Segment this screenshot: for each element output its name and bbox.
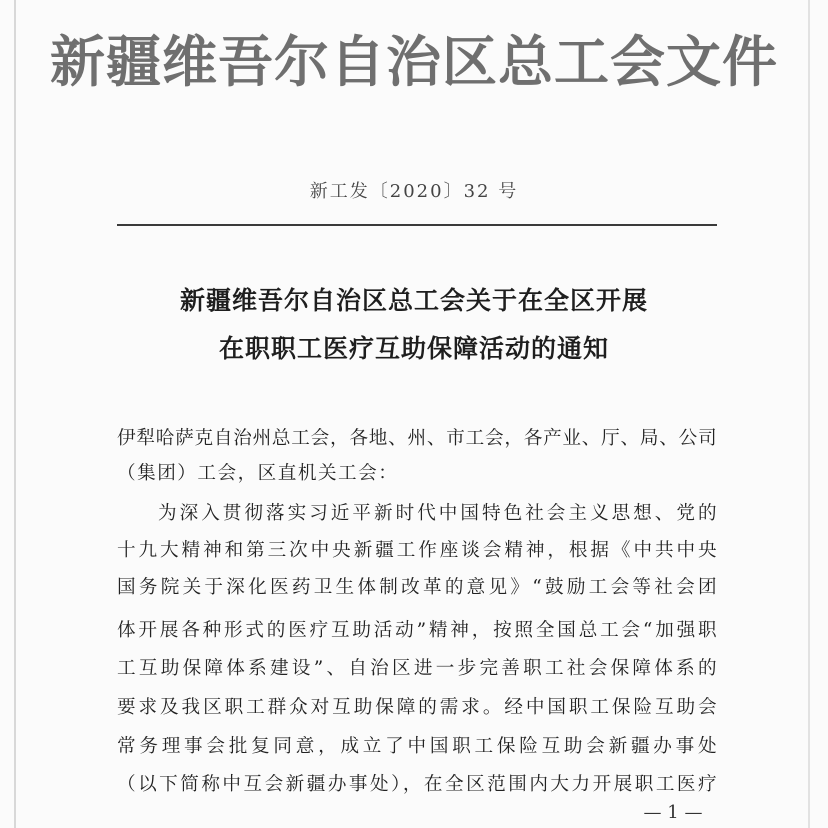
body-line-2: 十九大精神和第三次中央新疆工作座谈会精神，根据《中共中央 [117,540,717,561]
body-line-3: 国务院关于深化医药卫生体制改革的意见》“鼓励工会等社会团 [117,577,717,598]
page-edge-left [14,0,16,828]
body-line-6: 要求及我区职工群众对互助保障的需求。经中国职工保险互助会 [117,697,717,718]
body-line-8: （以下简称中互会新疆办事处），在全区范围内大力开展职工医疗 [117,774,717,795]
header-divider [117,224,717,226]
addressee-line-2: （集团）工会，区直机关工会： [117,463,399,484]
notice-title-line-2: 在职职工医疗互助保障活动的通知 [218,334,609,363]
document-number: 新工发〔2020〕32 号 [309,181,519,202]
body-line-7: 常务理事会批复同意，成立了中国职工保险互助会新疆办事处 [117,736,717,757]
body-line-5: 工互助保障体系建设”、自治区进一步完善职工社会保障体系的 [117,658,717,679]
page-edge-right [808,0,810,828]
page-number: — 1 — [643,802,703,823]
document-header-title: 新疆维吾尔自治区总工会文件 [49,29,778,94]
addressee-line-1: 伊犁哈萨克自治州总工会，各地、州、市工会，各产业、厅、局、公司 [117,428,717,449]
body-line-4: 体开展各种形式的医疗互助活动”精神，按照全国总工会“加强职 [117,620,717,641]
notice-title-line-1: 新疆维吾尔自治区总工会关于在全区开展 [179,286,648,315]
body-line-1: 为深入贯彻落实习近平新时代中国特色社会主义思想、党的 [158,503,717,524]
